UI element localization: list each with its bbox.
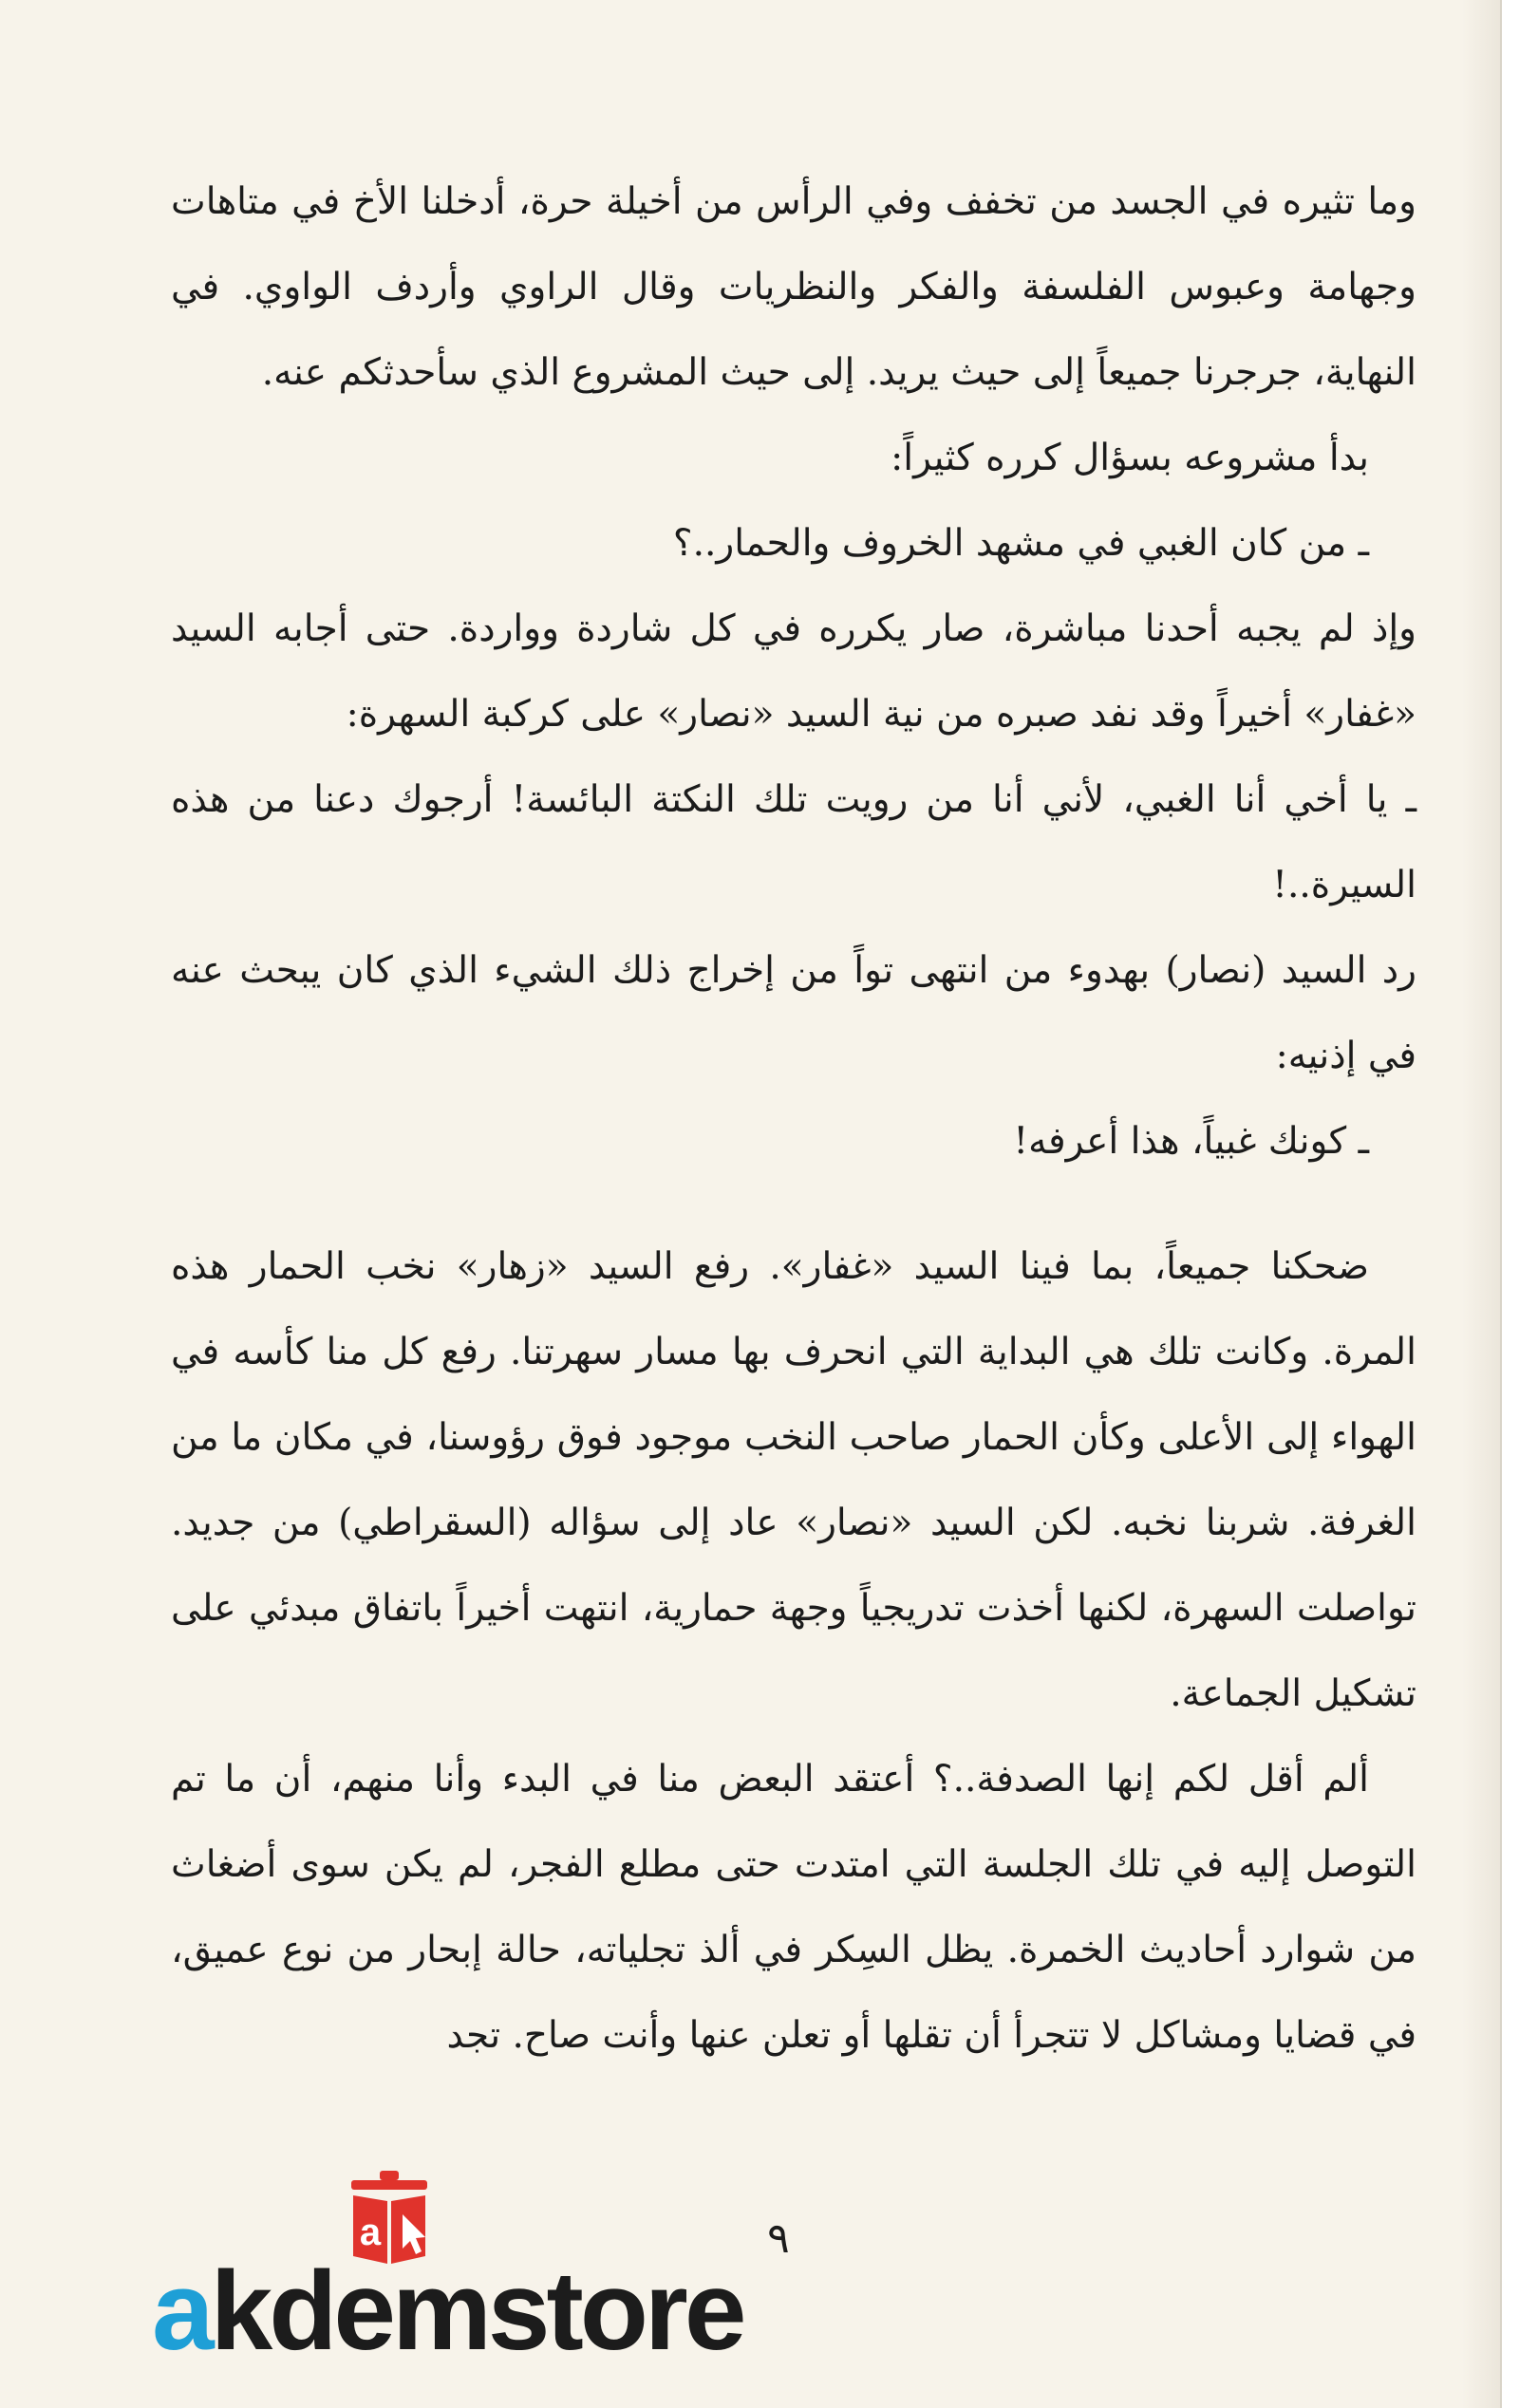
paragraph: وما تثيره في الجسد من تخفف وفي الرأس من أخيلة حرة، أدخلنا الأخ في متاهات وجهامة وعبوس الفلسفة والفكر والنظريات وقال الراوي وأردف الواوي. في النهاية، جرجرنا جميعاً إلى حيث يريد. إلى حيث المشروع الذي سأحدثكم عنه. [171, 180, 1416, 394]
paragraph: وإذ لم يجبه أحدنا مباشرة، صار يكرره في كل شاردة وواردة. حتى أجابه السيد «غفار» أخيراً وقد نفد صبره من نية السيد «نصار» على كركبة السهرة: [171, 607, 1416, 736]
store-watermark [152, 2169, 743, 2374]
paragraph: ضحكنا جميعاً، بما فينا السيد «غفار». رفع السيد «زهار» نخب الحمار هذه المرة. وكانت تلك هي البداية التي انحرف بها مسار سهرتنا. رفع كل منا كأسه في الهواء إلى الأعلى وكأن الحمار صاحب النخب موجود فوق رؤوسنا، في مكان ما من الغرفة. شربنا نخبه. لكن السيد «نصار» عاد إلى سؤاله (السقراطي) من جديد. تواصلت السهرة، لكنها أخذت تدريجياً وجهة حمارية، انتهت أخيراً باتفاق مبدئي على تشكيل الجماعة. [171, 1245, 1416, 1715]
icon-letter: a [359, 2212, 382, 2253]
brand-name [152, 2249, 743, 2374]
paragraph: بدأ مشروعه بسؤال كرره كثيراً: [891, 437, 1369, 479]
body-text [171, 159, 1416, 2079]
section-gap [171, 1185, 1416, 1224]
brand-prefix: a [152, 2249, 211, 2374]
paragraph: ألم أقل لكم إنها الصدفة..؟ أعتقد البعض منا في البدء وأنا منهم، أن ما تم التوصل إليه في تلك الجلسة التي امتدت حتى مطلع الفجر، لم يكن سوى أضغاث من شوارد أحاديث الخمرة. يظل السِكر في ألذ تجلياته، حالة إبحار من نوع عميق، في قضايا ومشاكل لا تتجرأ أن تقلها أو تعلن عنها وأنت صاح. تجد [171, 1758, 1416, 2057]
icon-handle [380, 2171, 399, 2180]
dialogue-line: ـ من كان الغبي في مشهد الخروف والحمار..؟ [672, 522, 1369, 565]
icon-lid [351, 2180, 427, 2190]
dialogue-line: ـ يا أخي أنا الغبي، لأني أنا من رويت تلك النكتة البائسة! أرجوك دعنا من هذه السيرة..! [171, 778, 1416, 906]
dialogue-line: ـ كونك غبياً، هذا أعرفه! [1013, 1120, 1369, 1163]
page-number: ٩ [767, 2214, 790, 2263]
paragraph: رد السيد (نصار) بهدوء من انتهى تواً من إخراج ذلك الشيء الذي كان يبحث عنه في إذنيه: [171, 949, 1416, 1077]
page-edge [1462, 0, 1500, 2408]
brand-rest: kdemstore [210, 2249, 743, 2374]
